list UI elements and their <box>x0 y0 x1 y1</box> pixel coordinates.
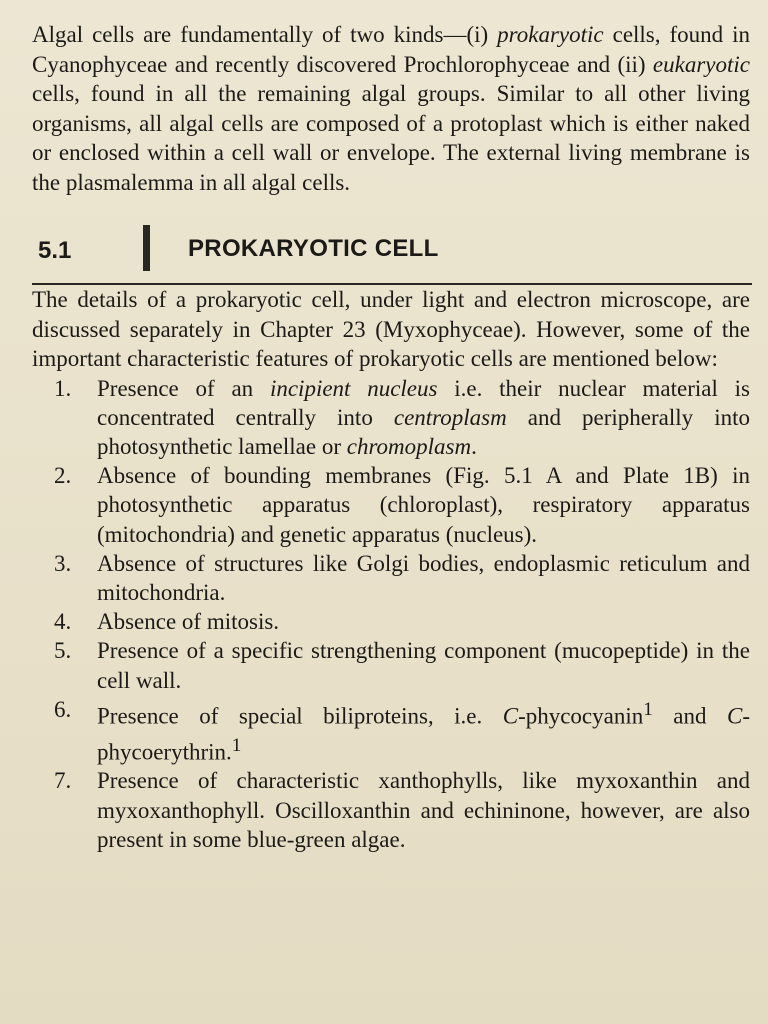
item-number: 6. <box>54 696 72 722</box>
list-item <box>32 374 750 462</box>
item-text: Presence of characteristic xanthophylls, like myxoxanthin and myxoxanthophyll. Oscilloxanthin and echininone, however, are also present in some blue-green algae. <box>97 768 750 852</box>
intro-text: cells, found in Cyanophyceae and recently discovered Prochlorophyceae and (ii) <box>32 22 750 77</box>
item-text: -phycoerythrin. <box>97 703 750 765</box>
item-number: 4. <box>54 609 72 635</box>
item-text: and peripherally into photosynthetic lamellae or <box>97 404 750 459</box>
item-text: Absence of structures like Golgi bodies, endoplasmic reticulum and mitochondria. <box>97 550 750 605</box>
list-item <box>32 607 750 636</box>
item-text: Absence of mitosis. <box>97 609 280 635</box>
term-chromoplasm: chromoplasm <box>346 433 472 459</box>
item-number: 1. <box>54 375 72 401</box>
term-prokaryotic: prokaryotic <box>497 22 604 47</box>
intro-text: Algal cells are fundamentally of two kinds—(i) <box>32 22 498 47</box>
item-text: -phycocyanin <box>518 703 644 729</box>
item-text: Presence of an <box>97 375 270 401</box>
item-text: and <box>652 703 727 729</box>
list-item <box>32 461 750 549</box>
item-number: 7. <box>54 768 72 794</box>
details-paragraph: The details of a prokaryotic cell, under light and electron microscope, are discussed separately in Chapter 23 (Myxophyceae). However, some of the important characteristic features of prokaryotic cells are mentioned below: <box>32 287 750 371</box>
term-eukaryotic: eukaryotic <box>652 51 750 77</box>
section-divider-bar <box>143 225 150 271</box>
list-item <box>32 549 750 607</box>
term-incipient-nucleus: incipient nucleus <box>269 375 438 401</box>
item-text: i.e. their nuclear material is concentrated centrally into <box>97 375 750 430</box>
intro-paragraph <box>32 18 750 197</box>
item-text: . <box>471 433 477 459</box>
feature-list <box>32 374 750 855</box>
item-number: 3. <box>54 550 72 576</box>
item-number: 2. <box>54 463 72 489</box>
footnote-marker: 1 <box>231 734 242 756</box>
item-text: Presence of a specific strengthening component (mucopeptide) in the cell wall. <box>97 638 750 693</box>
italic-c: C <box>726 703 743 729</box>
item-text: Absence of bounding membranes (Fig. 5.1 A and Plate 1B) in photosynthetic apparatus (chloroplast), respiratory apparatus (mitochondria) and genetic apparatus (nucleus). <box>97 463 750 547</box>
section-title: PROKARYOTIC CELL <box>188 235 439 262</box>
section-number: 5.1 <box>38 237 72 264</box>
section-header <box>32 225 752 285</box>
intro-text: cells, found in all the remaining algal groups. Similar to all other living organisms, all algal cells are composed of a protoplast which is either naked or enclosed within a cell wall or envelope. The external living membrane is the plasmalemma in all algal cells. <box>32 81 750 195</box>
italic-c: C <box>502 703 519 729</box>
term-centroplasm: centroplasm <box>393 404 507 430</box>
footnote-marker: 1 <box>643 698 653 720</box>
item-text: Presence of special biliproteins, i.e. <box>97 703 503 729</box>
list-item <box>32 766 750 854</box>
item-number: 5. <box>54 638 72 664</box>
list-item <box>32 695 750 767</box>
list-item <box>32 636 750 694</box>
